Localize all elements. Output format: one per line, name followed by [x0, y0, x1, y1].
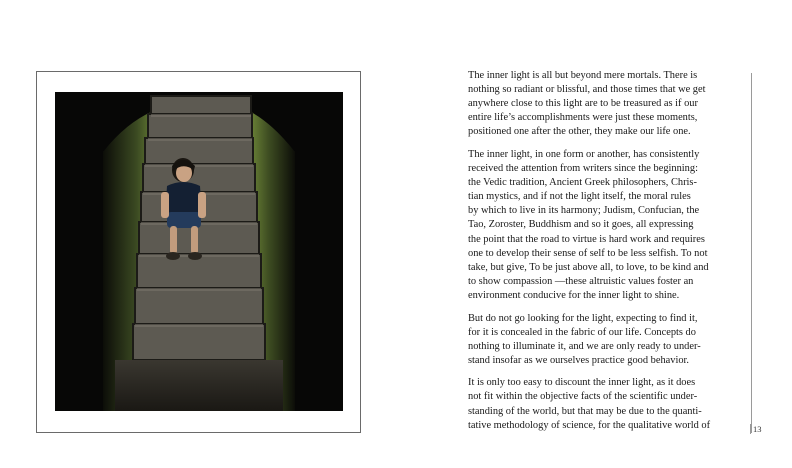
paragraph-3	[468, 312, 722, 368]
text-line: But do not go looking for the light, expecting to find it,	[468, 312, 698, 324]
stairway-photo	[55, 92, 343, 411]
text-line: The inner light is all but beyond mere mortals. There is	[468, 70, 698, 81]
text-line: entire life’s accomplishments were just these moments,	[468, 112, 698, 124]
text-line: for it is concealed in the fabric of our life. Concepts do	[468, 326, 696, 338]
text-line: nothing to illuminate it, and we are only ready to under-	[468, 340, 701, 352]
paragraph-1	[468, 69, 722, 139]
text-line: by which to live in its harmony; Judism, Confucian, the	[468, 205, 700, 217]
text-line: anywhere close to this light are to be treasured as if our	[468, 98, 698, 110]
body-text	[468, 69, 722, 441]
text-line: nothing so radiant or blissful, and those times that we get	[468, 84, 706, 96]
paragraph-4	[468, 376, 722, 432]
text-line: not fit within the objective facts of the scientific under-	[468, 391, 698, 403]
page-number: 13	[750, 424, 762, 434]
text-line: tian mystics, and if not the light itself, the moral rules	[468, 191, 691, 203]
photo-frame	[36, 71, 361, 433]
stairway-illustration	[55, 92, 343, 411]
text-line: It is only too easy to discount the inner light, as it does	[468, 377, 696, 389]
text-line: tative methodology of science, for the qualitative world of	[468, 419, 711, 431]
text-line: stand insofar as we ourselves practice good behavior.	[468, 354, 690, 366]
margin-rule	[751, 73, 752, 433]
text-line: one to develop their sense of self to be less selfish. To not	[468, 247, 708, 259]
text-line: the point that the road to virtue is hard work and requires	[468, 233, 705, 245]
text-line: received the attention from writers since the beginning:	[468, 163, 698, 175]
paragraph-2	[468, 148, 722, 303]
text-line: Tao, Zoroster, Buddhism and so it goes, all expressing	[468, 219, 694, 231]
text-line: to show compassion —these altruistic values foster an	[468, 275, 694, 287]
text-line: positioned one after the other, they make our life one.	[468, 126, 691, 138]
text-line: environment conducive for the inner light to shine.	[468, 289, 680, 301]
text-line: The inner light, in one form or another, has consistently	[468, 148, 700, 160]
text-line: standing of the world, but that may be due to the quanti-	[468, 405, 702, 417]
text-line: the Vedic tradition, Ancient Greek philosophers, Chris-	[468, 177, 697, 189]
text-line: take, but give, To be just above all, to love, to be kind and	[468, 261, 709, 273]
